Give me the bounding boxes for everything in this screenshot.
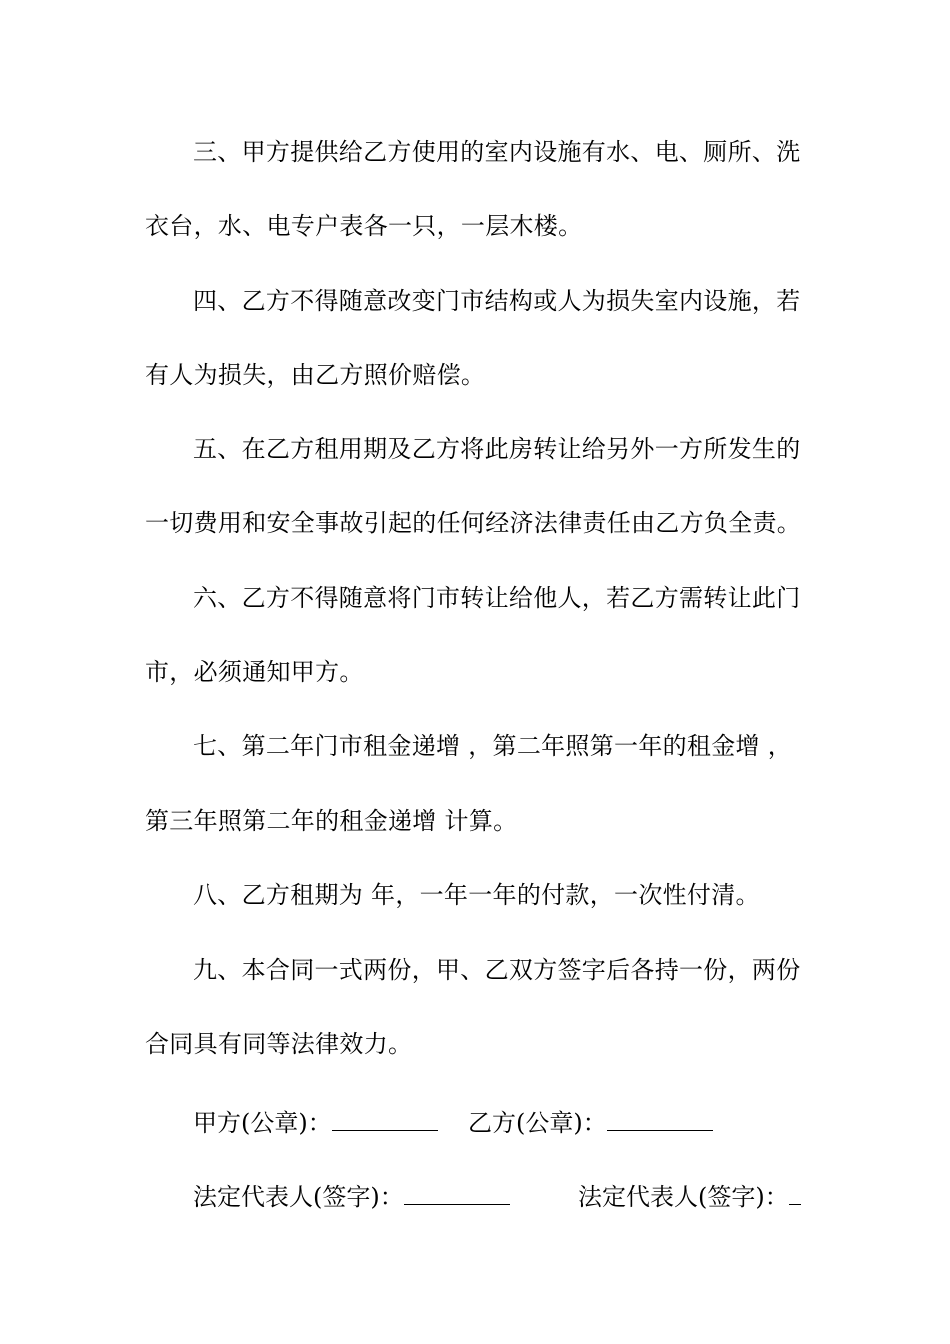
clause-7-line-1: 七、第二年门市租金递增 ，第二年照第一年的租金增 ， [193, 732, 793, 760]
party-a-seal-row [193, 1108, 438, 1138]
clause-5-line-2: 一切费用和安全事故引起的任何经济法律责任由乙方负全责。 [145, 509, 802, 537]
party-b-seal-row [468, 1108, 713, 1138]
clause-9-line-1: 九、本合同一式两份，甲、乙双方签字后各持一份，两份 [193, 956, 801, 984]
legal-rep-a-row [193, 1182, 510, 1212]
party-a-seal-label: 甲方(公章)： [193, 1109, 332, 1137]
clause-3-line-1: 三、甲方提供给乙方使用的室内设施有水、电、厕所、洗 [193, 138, 801, 166]
clause-4-line-1: 四、乙方不得随意改变门市结构或人为损失室内设施，若 [193, 287, 801, 315]
clause-6-line-1: 六、乙方不得随意将门市转让给他人，若乙方需转让此门 [193, 584, 801, 612]
party-b-seal-label: 乙方(公章)： [468, 1109, 607, 1137]
legal-rep-b-blank[interactable] [789, 1184, 801, 1205]
clause-7-line-2: 第三年照第二年的租金递增 计算。 [145, 807, 518, 835]
party-b-seal-blank[interactable] [607, 1110, 713, 1131]
party-a-seal-blank[interactable] [332, 1110, 438, 1131]
legal-rep-b-row [578, 1182, 801, 1212]
clause-5-line-1: 五、在乙方租用期及乙方将此房转让给另外一方所发生的 [193, 435, 801, 463]
clause-4-line-2: 有人为损失，由乙方照价赔偿。 [145, 361, 486, 389]
clause-8-line-1: 八、乙方租期为 年，一年一年的付款，一次性付清。 [193, 881, 760, 909]
legal-rep-b-label: 法定代表人(签字)： [578, 1183, 789, 1211]
clause-3-line-2: 衣台，水、电专户表各一只，一层木楼。 [145, 212, 583, 240]
legal-rep-a-blank[interactable] [404, 1184, 510, 1205]
legal-rep-a-label: 法定代表人(签字)： [193, 1183, 404, 1211]
clause-9-line-2: 合同具有同等法律效力。 [145, 1030, 413, 1058]
clause-6-line-2: 市，必须通知甲方。 [145, 658, 364, 686]
